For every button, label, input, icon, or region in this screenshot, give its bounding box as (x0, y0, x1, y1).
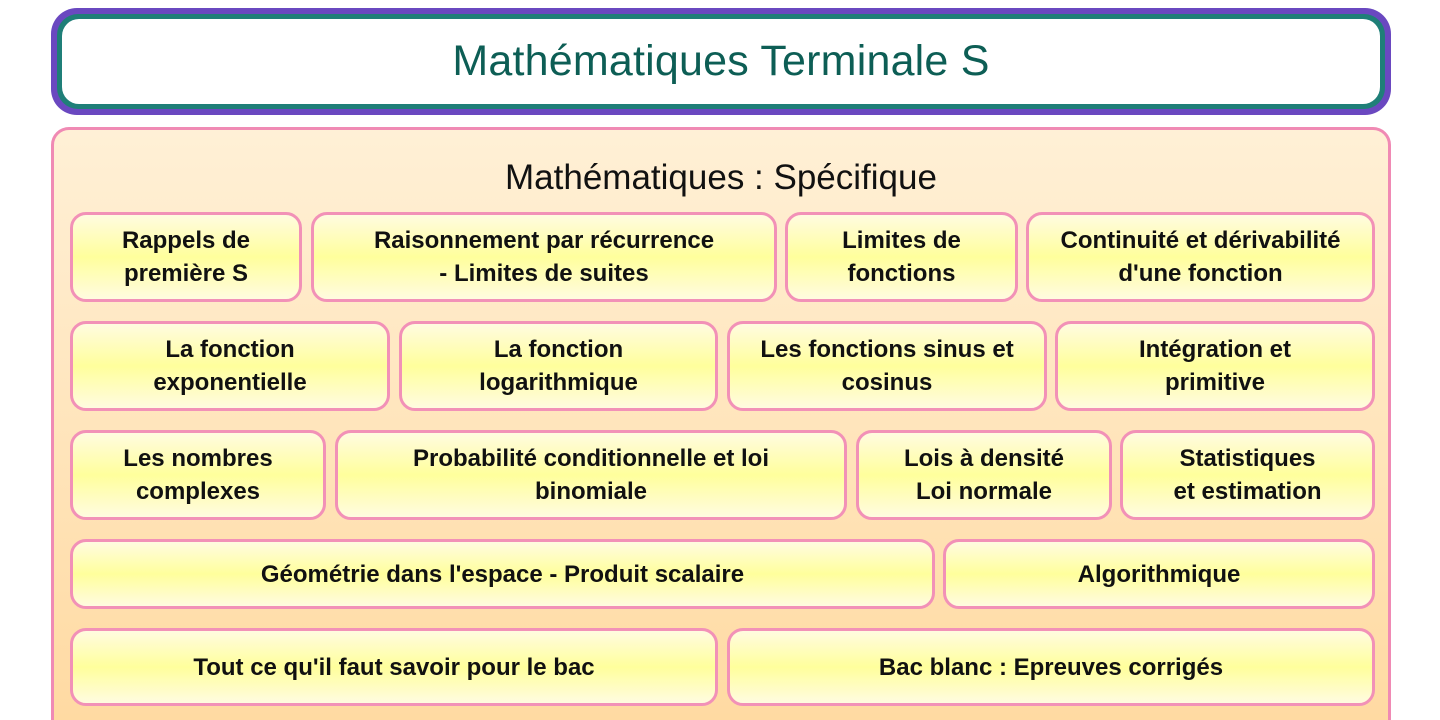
chapter-savoir-bac[interactable] (70, 628, 718, 706)
chapter-label: Probabilité conditionnelle et loi binomiale (412, 445, 770, 505)
chapter-label: Les nombres complexes (123, 445, 273, 505)
chapter-continuite-derivabilite[interactable] (1026, 212, 1375, 302)
chapter-label: Tout ce qu'il faut savoir pour le bac (193, 653, 595, 681)
chapter-label: La fonction logarithmique (479, 336, 638, 396)
chapter-label: Rappels de première S (121, 227, 251, 287)
chapter-rappels-premiere-s[interactable] (70, 212, 302, 302)
chapter-label: Intégration et primitive (1138, 336, 1291, 396)
chapter-geometrie-espace[interactable] (70, 539, 935, 609)
chapter-fonction-logarithmique[interactable] (399, 321, 718, 411)
chapter-lois-densite[interactable] (856, 430, 1112, 520)
chapter-bac-blanc[interactable] (727, 628, 1375, 706)
chapter-probabilite-conditionnelle[interactable] (335, 430, 847, 520)
chapter-label: Les fonctions sinus et cosinus (760, 336, 1014, 396)
chapter-label: Continuité et dérivabilité d'une fonction (1060, 227, 1341, 287)
chapter-fonctions-sinus-cosinus[interactable] (727, 321, 1047, 411)
chapter-label: Lois à densité Loi normale (903, 445, 1065, 505)
chapter-label: Algorithmique (1077, 560, 1241, 588)
chapter-nombres-complexes[interactable] (70, 430, 326, 520)
chapter-integration-primitive[interactable] (1055, 321, 1375, 411)
chapter-statistiques-estimation[interactable] (1120, 430, 1375, 520)
section-title: Mathématiques : Spécifique (505, 158, 937, 197)
chapter-fonction-exponentielle[interactable] (70, 321, 390, 411)
chapters-panel (51, 127, 1391, 720)
chapter-algorithmique[interactable] (943, 539, 1375, 609)
chapter-label: La fonction exponentielle (153, 336, 307, 396)
chapter-label: Statistiques et estimation (1173, 445, 1322, 505)
page-title: Mathématiques Terminale S (452, 37, 990, 85)
chapter-limites-fonctions[interactable] (785, 212, 1018, 302)
chapter-recurrence-limites-suites[interactable] (311, 212, 777, 302)
header-title-box (62, 19, 1380, 104)
chapter-label: Géométrie dans l'espace - Produit scalaire (260, 560, 745, 588)
header-banner (51, 8, 1391, 115)
chapter-label: Raisonnement par récurrence - Limites de suites (373, 227, 715, 287)
header-frame (57, 14, 1385, 109)
chapter-label: Limites de fonctions (842, 227, 961, 287)
chapter-label: Bac blanc : Epreuves corrigés (878, 653, 1224, 681)
